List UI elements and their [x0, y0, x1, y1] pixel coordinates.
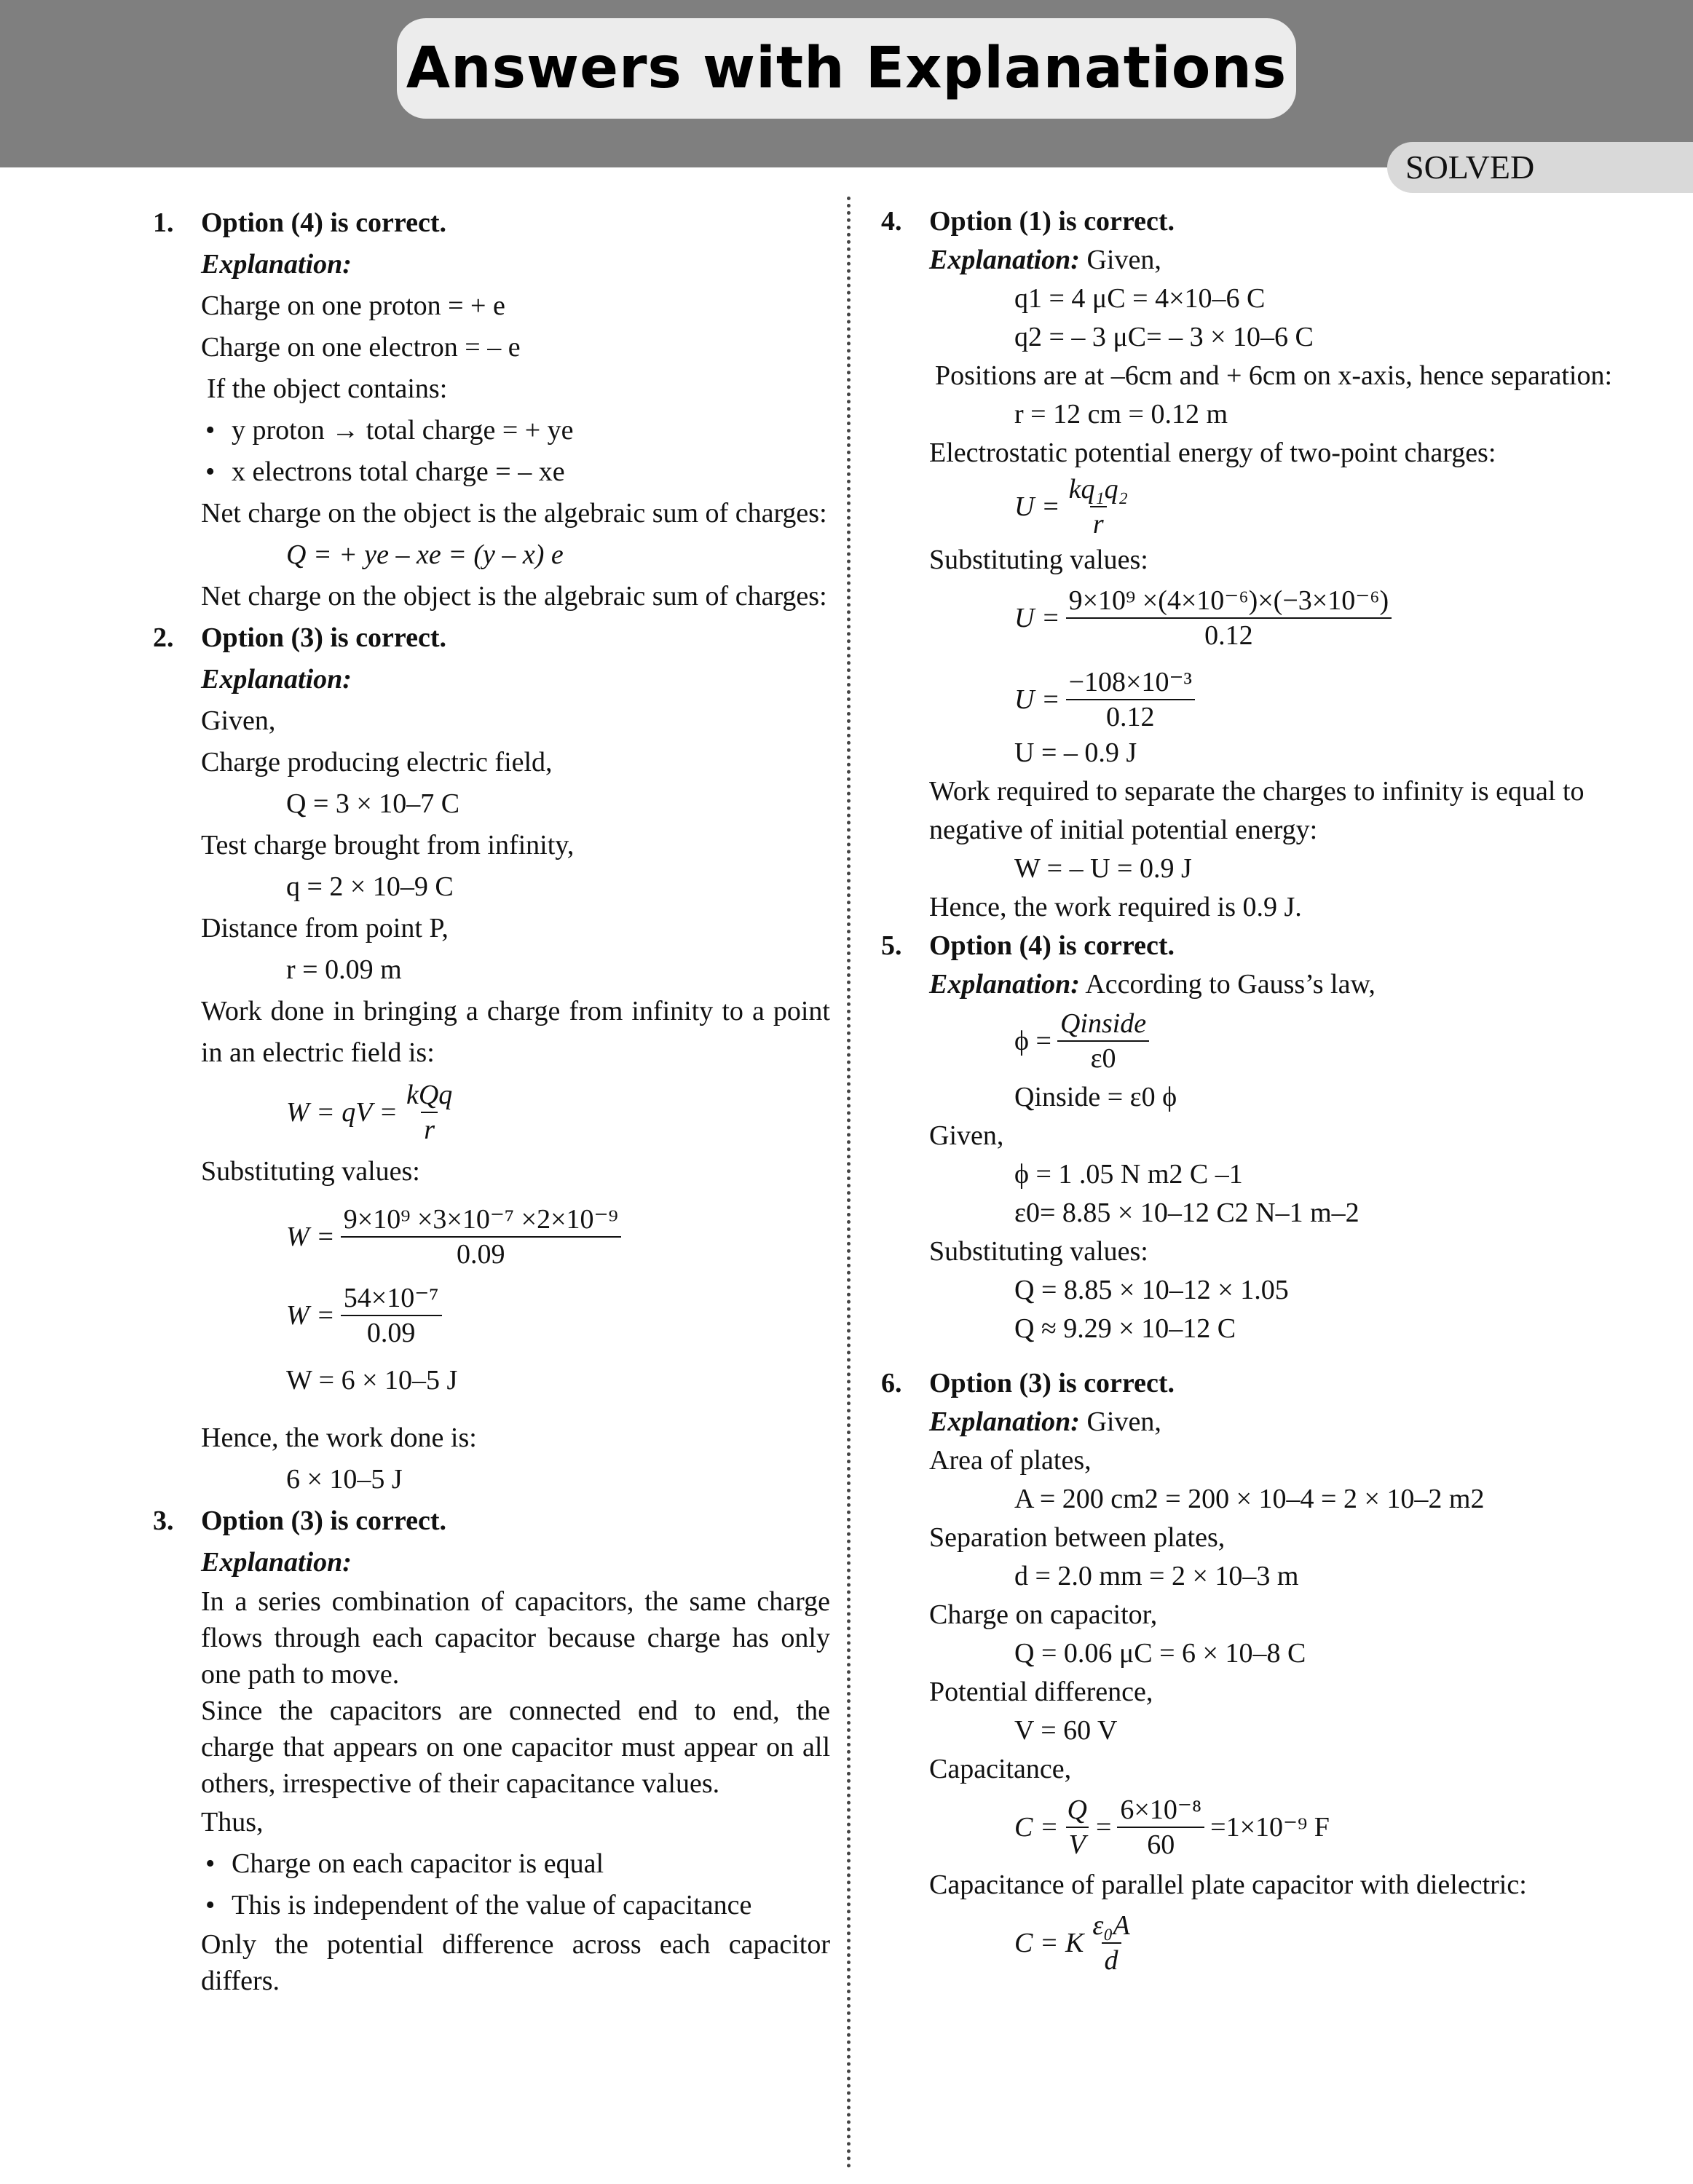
denominator: 0.12: [1066, 617, 1392, 652]
equation-lhs: U =: [1014, 684, 1060, 715]
denominator: r: [1090, 506, 1107, 541]
text-line: Given,: [1079, 1406, 1161, 1437]
equation: q1 = 4 μC = 4×10–6 C: [1014, 283, 1266, 314]
fraction: [341, 1203, 621, 1271]
equation-rhs: =1×10⁻⁹ F: [1210, 1811, 1330, 1843]
equation: ε0= 8.85 × 10–12 C2 N–1 m–2: [1014, 1198, 1359, 1228]
question-number: 3.: [153, 1506, 174, 1536]
bullet-item: • y proton → total charge = + ye: [201, 410, 830, 451]
text-line: Hence, the work done is:: [201, 1423, 477, 1453]
equation-fraction: [201, 1281, 830, 1350]
numerator: 9×10⁹ ×3×10⁻⁷ ×2×10⁻⁹: [343, 1204, 618, 1235]
equation: U = – 0.9 J: [1014, 737, 1137, 768]
text-line: If the object contains:: [207, 373, 448, 404]
text-paragraph: Only the potential difference across each capacitor differs.: [201, 1929, 830, 1996]
bullet-item: • This is independent of the value of capacitance: [201, 1885, 830, 1926]
text-paragraph: Positions are at –6cm and + 6cm on x-axis, hence separation:: [935, 360, 1613, 391]
text-line: Area of plates,: [929, 1445, 1092, 1476]
equation-fraction: [201, 1203, 830, 1271]
equation: ϕ = 1 .05 N m2 C –1: [1014, 1159, 1243, 1190]
text-line: Substituting values:: [201, 1156, 420, 1187]
equation-fraction: [929, 665, 1638, 734]
denominator: V: [1066, 1827, 1089, 1861]
text-line: Electrostatic potential energy of two-point charges:: [929, 438, 1496, 468]
equation-lhs: W =: [286, 1299, 335, 1331]
text-line: Capacitance of parallel plate capacitor with dielectric:: [929, 1870, 1527, 1900]
text-paragraph: Since the capacitors are connected end to end, the charge that appears on one capacitor must appear on all others, irrespective of their capacitance values.: [201, 1696, 830, 1799]
bullet-item: • x electrons total charge = – xe: [201, 451, 830, 493]
denominator: d: [1102, 1942, 1121, 1977]
equation-lhs: U =: [1014, 602, 1060, 633]
denominator: 60: [1117, 1827, 1204, 1861]
text-line: Substituting values:: [929, 545, 1148, 575]
text-line: Test charge brought from infinity,: [201, 830, 575, 860]
answer-5: [881, 927, 1638, 1348]
explanation-label: Explanation:: [201, 664, 352, 695]
equation: q2 = – 3 μC= – 3 × 10–6 C: [1014, 322, 1314, 352]
equation: r = 0.09 m: [286, 954, 402, 985]
equation-lhs: C = K: [1014, 1927, 1084, 1958]
equation: 6 × 10–5 J: [286, 1464, 403, 1495]
equation: q = 2 × 10–9 C: [286, 871, 454, 902]
numerator: Q: [1067, 1795, 1087, 1825]
explanation-label: Explanation:: [929, 969, 1080, 1000]
numerator: 54×10⁻⁷: [343, 1283, 439, 1313]
denominator: 0.12: [1066, 699, 1195, 734]
fraction: [1066, 472, 1131, 541]
text-line: Substituting values:: [929, 1236, 1148, 1267]
option-line: Option (3) is correct.: [929, 1368, 1175, 1398]
text-line: According to Gauss’s law,: [1079, 969, 1376, 1000]
equation-fraction: [201, 1078, 830, 1147]
text-line: Given,: [201, 705, 276, 736]
equation-fraction: [929, 1793, 1638, 1861]
equation: W = – U = 0.9 J: [1014, 853, 1192, 884]
equation-fraction: [929, 1007, 1638, 1075]
text-paragraph: Net charge on the object is the algebraic sum of charges:: [201, 581, 827, 612]
equation: Q = 0.06 μC = 6 × 10–8 C: [1014, 1638, 1306, 1669]
equation-fraction: [929, 472, 1638, 541]
question-number: 5.: [881, 930, 902, 961]
explanation-label: Explanation:: [929, 245, 1080, 275]
equation-lhs: W =: [286, 1221, 335, 1252]
text-line: Distance from point P,: [201, 913, 449, 943]
equation-fraction: [929, 1909, 1638, 1977]
equation: d = 2.0 mm = 2 × 10–3 m: [1014, 1561, 1299, 1591]
equation: r = 12 cm = 0.12 m: [1014, 399, 1228, 430]
fraction: [341, 1281, 442, 1350]
equation: Q = + ye – xe = (y – x) e: [286, 539, 564, 570]
text-line: Thus,: [201, 1807, 264, 1837]
text-line: Given,: [1079, 245, 1161, 275]
question-number: 1.: [153, 207, 174, 238]
text-paragraph: Net charge on the object is the algebraic sum of charges:: [201, 498, 827, 529]
answer-1: [153, 202, 830, 617]
column-divider: [847, 197, 851, 2169]
explanation-label: Explanation:: [929, 1406, 1080, 1437]
option-line: Option (1) is correct.: [929, 206, 1175, 237]
fraction: [403, 1078, 455, 1147]
option-line: Option (3) is correct.: [201, 622, 446, 653]
equation: Q = 8.85 × 10–12 × 1.05: [1014, 1275, 1289, 1305]
equation-lhs: U =: [1014, 491, 1060, 522]
left-column: [153, 202, 830, 1999]
text-line: Separation between plates,: [929, 1522, 1226, 1553]
text-line: Charge producing electric field,: [201, 747, 553, 778]
text-line: Given,: [929, 1120, 1004, 1151]
denominator: 0.09: [341, 1236, 621, 1271]
text-line: Potential difference,: [929, 1677, 1153, 1707]
denominator: 0.09: [341, 1315, 442, 1350]
text-paragraph: In a series combination of capacitors, the same charge flows through each capacitor because charge has only one path to move.: [201, 1586, 830, 1690]
answer-3: [153, 1500, 830, 1999]
equation: Q ≈ 9.29 × 10–12 C: [1014, 1313, 1236, 1344]
equation: Qinside = ε0 ϕ: [1014, 1082, 1177, 1112]
text-line: Charge on one proton = + e: [201, 290, 505, 321]
solved-tab: [1387, 142, 1693, 193]
fraction: [1065, 1793, 1090, 1861]
fraction: [1066, 665, 1195, 734]
numerator: 6×10⁻⁸: [1120, 1795, 1202, 1825]
denominator: ε0: [1057, 1040, 1149, 1075]
equals-sign: =: [1095, 1811, 1112, 1843]
question-number: 6.: [881, 1368, 902, 1398]
question-number: 4.: [881, 206, 902, 237]
fraction: [1089, 1909, 1132, 1977]
explanation-label: Explanation:: [201, 1547, 352, 1578]
numerator: −108×10⁻³: [1068, 667, 1192, 697]
equation-lhs: C =: [1014, 1811, 1059, 1843]
solved-label: SOLVED: [1405, 149, 1535, 186]
numerator: ε₀A: [1092, 1910, 1130, 1941]
denominator: r: [421, 1112, 438, 1147]
text-paragraph: Work required to separate the charges to infinity is equal to negative of initial potential energy:: [929, 776, 1585, 845]
text-line: Hence, the work required is 0.9 J.: [929, 892, 1302, 922]
text-line: Charge on one electron = – e: [201, 332, 521, 363]
fraction: [1057, 1007, 1149, 1075]
equation: Q = 3 × 10–7 C: [286, 788, 460, 819]
fraction: [1117, 1793, 1204, 1861]
equation-lhs: W = qV =: [286, 1096, 398, 1128]
text-line: Capacitance,: [929, 1754, 1072, 1784]
fraction: [1066, 584, 1392, 652]
explanation-label: Explanation:: [201, 249, 352, 280]
text-paragraph: Work done in bringing a charge from infinity to a point in an electric field is:: [201, 996, 830, 1068]
equation: W = 6 × 10–5 J: [286, 1365, 458, 1396]
title-box: [397, 18, 1296, 119]
equation-fraction: [929, 584, 1638, 652]
equation: A = 200 cm2 = 200 × 10–4 = 2 × 10–2 m2: [1014, 1484, 1485, 1514]
right-column: [881, 202, 1638, 1982]
option-line: Option (4) is correct.: [929, 930, 1175, 961]
answer-6: [881, 1364, 1638, 1977]
equation-lhs: ϕ =: [1014, 1025, 1051, 1056]
answer-4: [881, 202, 1638, 927]
answer-2: [153, 617, 830, 1500]
numerator: Qinside: [1059, 1008, 1147, 1039]
equation: V = 60 V: [1014, 1715, 1118, 1746]
option-line: Option (4) is correct.: [201, 207, 446, 238]
page-title: Answers with Explanations: [406, 36, 1287, 101]
numerator: kq₁q₂: [1068, 474, 1128, 505]
bullet-item: • Charge on each capacitor is equal: [201, 1843, 830, 1885]
text-line: Charge on capacitor,: [929, 1599, 1158, 1630]
option-line: Option (3) is correct.: [201, 1506, 446, 1536]
numerator: kQq: [406, 1080, 453, 1110]
question-number: 2.: [153, 622, 174, 653]
numerator: 9×10⁹ ×(4×10⁻⁶)×(−3×10⁻⁶): [1068, 585, 1389, 616]
